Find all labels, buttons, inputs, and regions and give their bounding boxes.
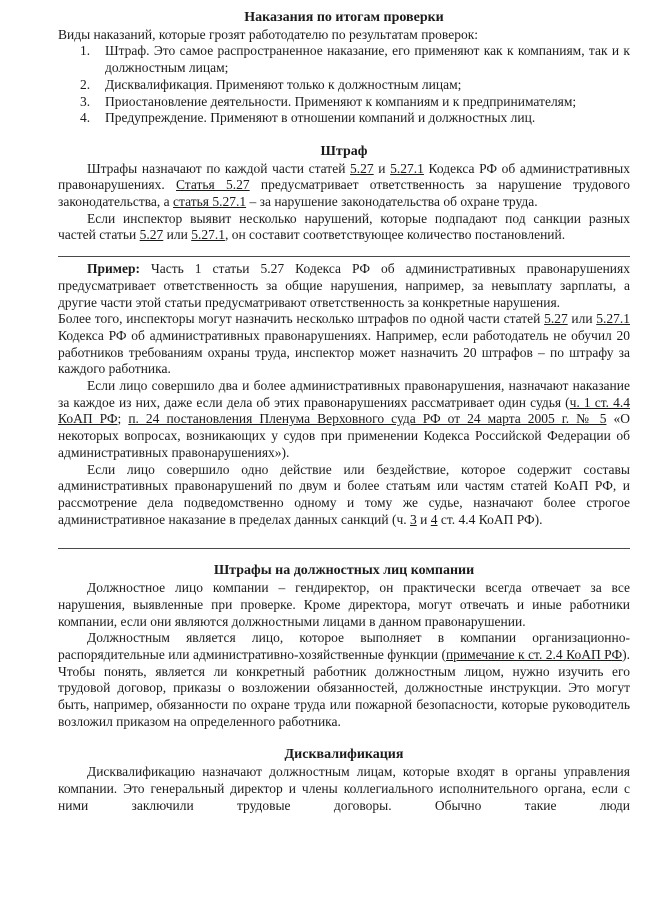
paragraph-disqualification-1 [58,764,630,814]
page-title: Наказания по итогам проверки [244,10,444,25]
legal-reference: 5.27 [139,227,164,243]
legal-reference: 5.27 [350,160,374,176]
list-item: Дисквалификация. Применяют только к должностным лицам; [105,76,462,92]
text-run: Если инспектор выявит несколько нарушений, которые подпадают под санкции разных частей статьи [58,210,630,243]
text-run: Кодекса РФ об административных правонарушениях. Например, если работодатель не обучил 20 работников требованиям охраны труда, инспектор может назначить 20 штрафов – по штрафу за каждого работника. [58,327,630,377]
paragraph-example-3 [58,378,630,462]
legal-reference: 5.27.1 [390,160,424,176]
text-run: Кодекса РФ об административных правонарушениях. [58,160,630,193]
text-run: , он составит соответствующее количество постановлений. [224,227,566,243]
penalty-types-list [58,43,630,127]
text-run: ; [117,411,129,427]
intro-paragraph: Виды наказаний, которые грозят работодателю по результатам проверок: [58,26,479,42]
text-run: Если лицо совершило два и более административных правонарушения, назначают наказание за каждое из них, даже если дела об этих правонарушениях рассматривает один судья ( [58,378,630,410]
text-run: ст. 4.4 КоАП РФ). [437,511,543,527]
text-run: Должностное лицо компании – гендиректор, он практически всегда отвечает за все нарушения, выявленные при проверке. Кроме директора, могут отвечать и иные работники компании, если они являются должностными лицами в данном правонарушении. [58,580,630,629]
separator-line [58,536,630,553]
legal-reference: ч. 1 ст. 4.4 КоАП РФ [58,394,630,427]
text-run: Более того, инспекторы могут назначить несколько штрафов по одной части статей [58,311,545,327]
legal-reference: статья 5.27.1 [173,194,247,210]
separator-line [58,244,630,261]
legal-reference: примечание к ст. 2.4 КоАП РФ [445,646,623,662]
text-run: «О некоторых вопросах, возникающих у судов при применении Кодекса Российской Федерации об административных правонарушениях»). [58,411,630,460]
paragraph-officials-2 [58,630,630,730]
text-run: или [163,227,192,243]
paragraph-fine-2 [58,211,630,244]
text-run: – за нарушение законодательства об охране труда. [246,194,538,210]
paragraph-example-4 [58,462,630,529]
text-run: Часть 1 статьи 5.27 Кодекса РФ об административных правонарушениях предусматривает ответственность за общие нарушения, например, за невыплату зарплаты, а другие части этой статьи предусматривают ответственность за конкретные нарушения. [58,261,630,310]
text-run: и [373,160,391,176]
text-run: предусматривает ответственность за нарушение трудового законодательства, а [58,177,630,210]
paragraph-fine-1 [58,161,630,211]
text-run: Штрафы назначают по каждой части статей [87,160,351,176]
legal-reference: Статья 5.27 [175,177,250,193]
bold-label: Пример: [87,261,140,277]
paragraph-example-1 [58,261,630,311]
text-run: ). Чтобы понять, является ли конкретный работник должностным лицом, нужно изучить его трудовой договор, приказы о возложении обязанностей, должностные инструкции. Это могут быть, например, обязанности по охране труда или пожарной безопасности, которые руководитель возложил приказом на определенного работника. [58,646,630,729]
list-item: Штраф. Это самое распространенное наказание, его применяют как к компаниям, так и к должностным лицам; [105,43,630,76]
section-heading-disqualification: Дисквалификация [284,747,404,763]
text-run: или [567,311,597,327]
paragraph-example-2 [58,311,630,378]
legal-reference: 5.27 [544,311,568,327]
legal-reference: 5.27.1 [191,227,225,243]
list-item: Предупреждение. Применяют в отношении компаний и должностных лиц. [105,110,536,126]
legal-reference: 3 [410,511,417,527]
section-heading-officials: Штрафы на должностных лиц компании [213,563,475,579]
text-run: и [416,511,431,527]
text-run: Дисквалификацию назначают должностным лицам, которые входят в органы управления компании. Это генеральный директор и члены коллегиального исполнительного органа, если с ними заключили трудовые договоры. Обычно такие люди [58,764,630,813]
legal-reference: 4 [430,511,438,527]
text-run: Если лицо совершило одно действие или бездействие, которое содержит составы административных правонарушений по двум и более статьям или частям статей КоАП РФ, и рассмотрение дела подведомственно одному и тому же судье, назначают более строгое административное наказание в пределах данных санкций (ч. [58,461,630,527]
legal-reference: п. 24 постановления Пленума Верховного суда РФ от 24 марта 2005 г. № 5 [128,411,607,427]
text-run: Должностным является лицо, которое выполняет в компании организационно-распорядительные или административно-хозяйственные функции ( [58,630,630,662]
section-heading-fine: Штраф [320,143,368,159]
list-item: Приостановление деятельности. Применяют к компаниям и к предпринимателям; [105,93,577,109]
legal-reference: 5.27.1 [596,311,630,327]
paragraph-officials-1 [58,580,630,630]
